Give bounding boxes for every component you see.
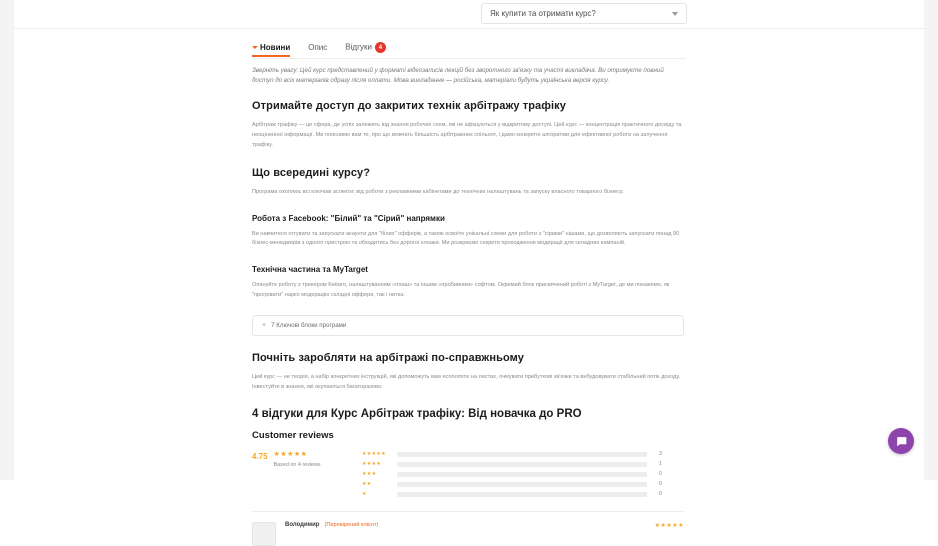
histogram-track-2 [397, 482, 647, 487]
review-author-name: Володимир [285, 522, 320, 529]
tab-reviews-badge: 4 [375, 42, 386, 53]
section-heading-access: Отримайте доступ до закритих технік арбітражу трафіку [252, 100, 566, 113]
review-list-item [252, 522, 684, 546]
reviews-histogram [362, 451, 662, 497]
histogram-stars-5: ★★★★★ [362, 451, 386, 458]
section-heading-earn: Почніть заробляти на арбітражі по-справжньому [252, 351, 524, 364]
tab-bar [252, 42, 386, 58]
reviews-average-stars: ★★★★★ [273, 451, 308, 459]
section-text-access: Арбітраж трафіку — це сфера, де успіх залежить від знання робочих схем, які не афішуються у відкритому доступі. Цей курс — концентрація практичного досвіду та неоціненної інформації. Ми пояснимо вам те, про що мовчать більшість арбітражних спільнот, і дамо конкретні алгоритми для ефективної роботи на залучення трафіку. [252, 122, 682, 149]
section-text-earn: Цей курс — не теорія, а набір конкретних інструкцій, які допоможуть вам economiте на листах, очікувати прибуткові зв'язки та вибудовувати стабільний потік доходу. Інвестуйте в знання, які окупаються багаторазово. [252, 373, 681, 390]
chevron-down-icon [672, 12, 678, 16]
histogram-count-1: 0 [659, 491, 662, 498]
histogram-track-1 [397, 492, 647, 497]
histogram-row-2[interactable] [362, 481, 662, 487]
review-verified-badge: (Перевірений клієнт) [324, 522, 379, 529]
histogram-row-5[interactable] [362, 451, 662, 457]
buy-course-select[interactable] [481, 3, 687, 24]
customer-reviews-block [252, 430, 684, 546]
histogram-row-1[interactable] [362, 491, 662, 497]
review-rating-stars: ★★★★★ [654, 523, 684, 530]
section-text-inside: Програма охоплює всі ключові аспекти: від роботи з рекламними кабінетами до технічних налаштувань та запуску власного товарного бізнесу. [252, 188, 624, 195]
plus-icon: + [262, 321, 267, 329]
histogram-track-3 [397, 472, 647, 477]
tab-reviews[interactable] [345, 42, 386, 58]
tab-description-label: Опис [308, 43, 328, 52]
histogram-count-3: 0 [659, 471, 662, 478]
reviews-title: 4 відгуки для Курс Арбітраж трафіку: Від новачка до PRO [252, 408, 582, 421]
histogram-count-4: 1 [659, 461, 662, 468]
chat-bubble-icon[interactable] [888, 428, 914, 454]
customer-reviews-heading: Customer reviews [252, 430, 334, 442]
course-notice: Зверніть увагу: Цей курс представлений у форматі відеозаписів лекцій без зворотного зв'язку та участі викладача. Ви отримуєте повний доступ до всіх матеріалів одразу після оплати. Мова викладання — російська, матеріали будуть українська версія курсу. [252, 67, 664, 85]
accordion-program-blocks[interactable] [252, 315, 684, 336]
accordion-program-blocks-label: 7 Ключові блоки програми [271, 321, 347, 329]
tab-bar-divider [252, 58, 686, 59]
histogram-stars-4: ★★★★ [362, 461, 382, 468]
histogram-stars-3: ★★★ [362, 471, 377, 478]
main-content [252, 66, 684, 546]
top-bar [14, 0, 924, 29]
histogram-track-4 [397, 462, 647, 467]
buy-course-select-value: Як купити та отримати курс? [490, 9, 596, 18]
caret-up-icon [252, 46, 258, 49]
subsection-text-facebook: Ви навчитеся готувати та запускати акаунти для "білих" офферів, а також освоїте унікальні схеми для роботи з "сірими" нішами, що дозволяють запускати понад 90 бізнес-менеджерів з одного пристрою та обходитись без дорогої клоаки. Ми розкриємо секрети проходження модерації для складних кампаній. [252, 230, 680, 247]
right-gutter [924, 0, 938, 480]
reviews-count-label: Based on 4 reviews [273, 462, 321, 469]
subsection-text-mytarget: Опануйте роботу з трекером Keitaro, налаштуванням «плаш» та іншим «пробивним» софтом. Окремий блок присвячений роботі з MyTarget, де ми покажемо, як "прогрівати" нарко модерацію складні оффери, так і нитка. [252, 282, 670, 298]
histogram-track-5 [397, 452, 647, 457]
subsection-heading-mytarget: Технічна частина та MyTarget [252, 265, 368, 275]
histogram-row-4[interactable] [362, 461, 662, 467]
reviews-summary [252, 451, 348, 468]
left-gutter [0, 0, 14, 480]
histogram-count-5: 3 [659, 451, 662, 458]
section-heading-inside: Що всередині курсу? [252, 166, 371, 179]
reviews-divider [252, 511, 684, 512]
tab-news-label: Новини [260, 43, 291, 52]
histogram-row-3[interactable] [362, 471, 662, 477]
tab-reviews-label: Відгуки [345, 42, 372, 52]
histogram-stars-1: ★ [362, 491, 367, 498]
reviews-average-score: 4.75 [252, 452, 268, 462]
subsection-heading-facebook: Робота з Facebook: "Білий" та "Сірий" напрямки [252, 213, 445, 223]
histogram-count-2: 0 [659, 481, 662, 488]
histogram-stars-2: ★★ [362, 481, 372, 488]
avatar [252, 522, 276, 546]
tab-news[interactable] [252, 43, 290, 57]
tab-description[interactable] [308, 43, 327, 57]
